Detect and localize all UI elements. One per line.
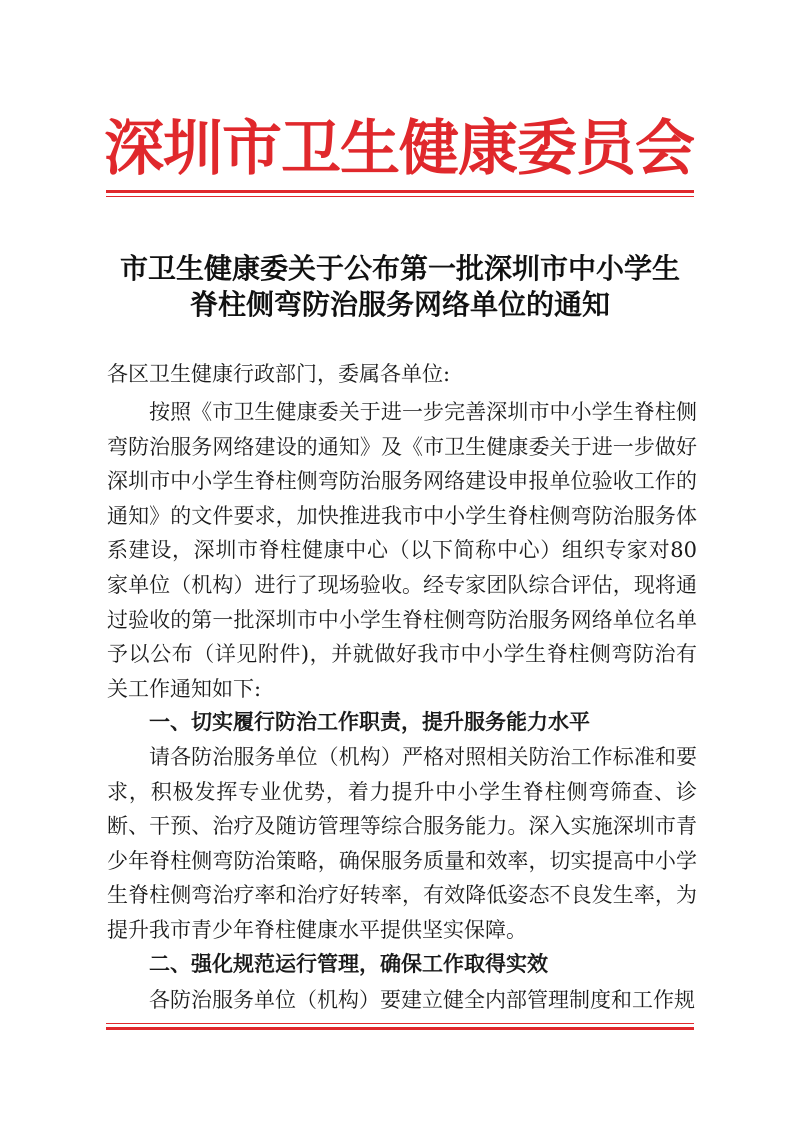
document-title-line-1: 市卫生健康委关于公布第一批深圳市中小学生 <box>119 252 680 285</box>
section-heading-1: 一、切实履行防治工作职责，提升服务能力水平 <box>149 710 590 734</box>
paragraph-intro: 按照《市卫生健康委关于进一步完善深圳市中小学生脊柱侧弯防治服务网络建设的通知》及《市卫生健康委关于进一步做好深圳市中小学生脊柱侧弯防治服务网络建设申报单位验收工作的通知》的文件要求，加快推进我市中小学生脊柱侧弯防治服务体系建设，深圳市脊柱健康中心（以下简称中心）组织专家对80家单位（机构）进行了现场验收。经专家团队综合评估，现将通过验收的第一批深圳市中小学生脊柱侧弯防治服务网络单位名单予以公布（详见附件)，并就做好我市中小学生脊柱侧弯防治有关工作通知如下: <box>107 400 697 701</box>
masthead-org-name: 深圳市卫生健康委员会 <box>104 114 694 184</box>
footer-rule-thin <box>106 1023 694 1024</box>
paragraph-section-1: 请各防治服务单位（机构）严格对照相关防治工作标准和要求，积极发挥专业优势，着力提升中小学生脊柱侧弯筛查、诊断、干预、治疗及随访管理等综合服务能力。深入实施深圳市青少年脊柱侧弯防治策略，确保服务质量和效率，切实提高中小学生脊柱侧弯治疗率和治疗好转率，有效降低姿态不良发生率，为提升我市青少年脊柱健康水平提供坚实保障。 <box>107 745 697 942</box>
masthead-rule-thick <box>106 190 694 193</box>
salutation: 各区卫生健康行政部门，委属各单位: <box>107 362 451 386</box>
footer-rule-thick <box>106 1027 694 1030</box>
paragraph-section-2: 各防治服务单位（机构）要建立健全内部管理制度和工作规 <box>149 988 695 1012</box>
document-title-line-2: 脊柱侧弯防治服务网络单位的通知 <box>189 288 610 321</box>
document-title <box>100 251 700 323</box>
section-heading-2: 二、强化规范运行管理，确保工作取得实效 <box>149 952 548 976</box>
masthead-rule-thin <box>106 196 694 197</box>
